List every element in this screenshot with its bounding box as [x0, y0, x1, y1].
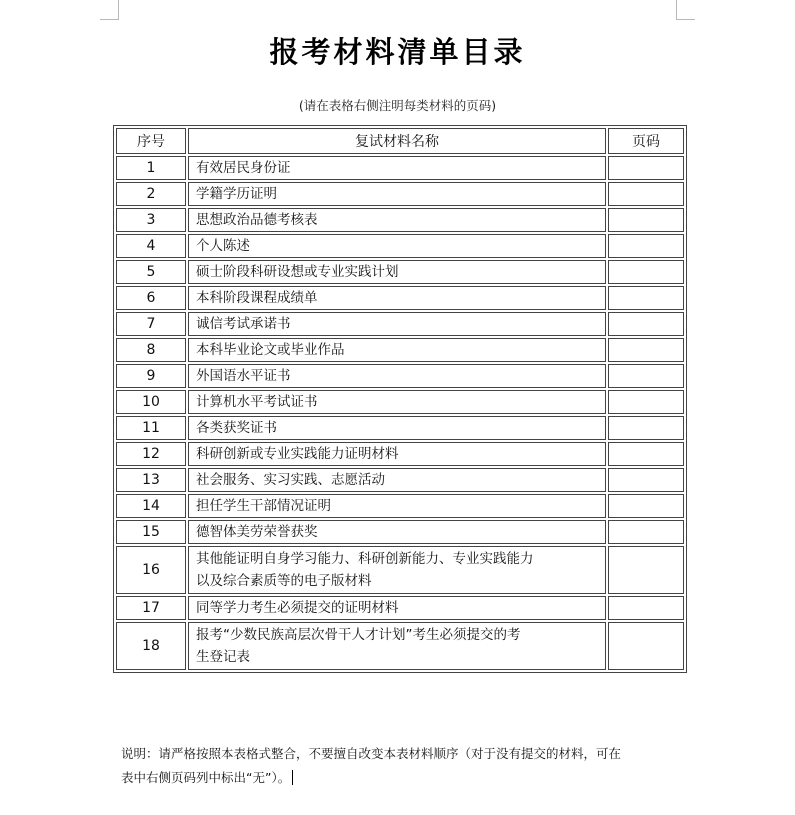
row-page-cell[interactable]: [608, 442, 684, 466]
row-page-cell[interactable]: [608, 234, 684, 258]
row-material-name[interactable]: 个人陈述: [188, 234, 606, 258]
row-material-name[interactable]: 学籍学历证明: [188, 182, 606, 206]
materials-table: [113, 125, 687, 673]
header-page[interactable]: 页码: [608, 128, 684, 154]
row-material-name-line: 生登记表: [196, 649, 250, 665]
header-name[interactable]: 复试材料名称: [188, 128, 606, 154]
table-row: [116, 234, 684, 258]
table-row: [116, 596, 684, 620]
page-title[interactable]: 报考材料清单目录: [269, 35, 526, 69]
crop-mark-top-right: [676, 0, 677, 20]
row-page-cell[interactable]: [608, 468, 684, 492]
table-row: [116, 208, 684, 232]
row-material-name[interactable]: 同等学力考生必须提交的证明材料: [188, 596, 606, 620]
row-number[interactable]: 1: [116, 156, 186, 180]
table-row: [116, 520, 684, 544]
row-page-cell[interactable]: [608, 494, 684, 518]
note-line: 说明：请严格按照本表格式整合，不要擅自改变本表材料顺序（对于没有提交的材料，可在: [121, 746, 622, 761]
row-number[interactable]: 4: [116, 234, 186, 258]
row-material-name[interactable]: 各类获奖证书: [188, 416, 606, 440]
table-row: [116, 156, 684, 180]
row-number[interactable]: 16: [116, 546, 186, 594]
row-material-name[interactable]: 科研创新或专业实践能力证明材料: [188, 442, 606, 466]
note-line-last: [121, 766, 681, 790]
row-number[interactable]: 11: [116, 416, 186, 440]
note-paragraph[interactable]: [121, 742, 681, 790]
row-material-name[interactable]: 本科毕业论文或毕业作品: [188, 338, 606, 362]
row-material-name-line: 报考“少数民族高层次骨干人才计划”考生必须提交的考: [196, 627, 521, 643]
materials-table-wrapper: [113, 125, 683, 673]
row-material-name[interactable]: 本科阶段课程成绩单: [188, 286, 606, 310]
row-material-name-line: 其他能证明自身学习能力、科研创新能力、专业实践能力: [196, 551, 534, 567]
row-page-cell[interactable]: [608, 156, 684, 180]
row-page-cell[interactable]: [608, 390, 684, 414]
crop-mark-top-left: [100, 19, 119, 20]
row-material-name[interactable]: 硕士阶段科研设想或专业实践计划: [188, 260, 606, 284]
row-page-cell[interactable]: [608, 338, 684, 362]
row-number[interactable]: 3: [116, 208, 186, 232]
row-number[interactable]: 5: [116, 260, 186, 284]
row-number[interactable]: 14: [116, 494, 186, 518]
row-number[interactable]: 2: [116, 182, 186, 206]
row-material-name[interactable]: 德智体美劳荣誉获奖: [188, 520, 606, 544]
row-page-cell[interactable]: [608, 546, 684, 594]
row-material-name[interactable]: 外国语水平证书: [188, 364, 606, 388]
header-number[interactable]: 序号: [116, 128, 186, 154]
row-material-name[interactable]: [188, 546, 606, 594]
row-page-cell[interactable]: [608, 622, 684, 670]
table-row: [116, 312, 684, 336]
row-material-name[interactable]: 思想政治品德考核表: [188, 208, 606, 232]
row-number[interactable]: 7: [116, 312, 186, 336]
note-line: 表中右侧页码列中标出“无”）。: [121, 770, 291, 785]
table-row: [116, 442, 684, 466]
crop-mark-top-right: [676, 19, 695, 20]
page-subtitle[interactable]: (请在表格右侧注明每类材料的页码): [298, 98, 497, 113]
row-page-cell[interactable]: [608, 596, 684, 620]
row-number[interactable]: 15: [116, 520, 186, 544]
row-page-cell[interactable]: [608, 208, 684, 232]
row-page-cell[interactable]: [608, 182, 684, 206]
row-page-cell[interactable]: [608, 364, 684, 388]
row-material-name[interactable]: [188, 622, 606, 670]
row-number[interactable]: 18: [116, 622, 186, 670]
row-material-name[interactable]: 计算机水平考试证书: [188, 390, 606, 414]
row-page-cell[interactable]: [608, 286, 684, 310]
crop-mark-top-left: [118, 0, 119, 20]
table-row: [116, 622, 684, 670]
row-material-name-line: 以及综合素质等的电子版材料: [196, 573, 372, 589]
table-row: [116, 468, 684, 492]
row-number[interactable]: 6: [116, 286, 186, 310]
table-row: [116, 182, 684, 206]
table-row: [116, 338, 684, 362]
row-number[interactable]: 12: [116, 442, 186, 466]
row-number[interactable]: 13: [116, 468, 186, 492]
row-number[interactable]: 17: [116, 596, 186, 620]
row-page-cell[interactable]: [608, 260, 684, 284]
table-row: [116, 364, 684, 388]
row-material-name[interactable]: 诚信考试承诺书: [188, 312, 606, 336]
table-row: [116, 494, 684, 518]
row-page-cell[interactable]: [608, 312, 684, 336]
row-material-name[interactable]: 担任学生干部情况证明: [188, 494, 606, 518]
row-material-name[interactable]: 有效居民身份证: [188, 156, 606, 180]
row-number[interactable]: 8: [116, 338, 186, 362]
row-page-cell[interactable]: [608, 520, 684, 544]
row-number[interactable]: 9: [116, 364, 186, 388]
table-row: [116, 416, 684, 440]
table-row: [116, 286, 684, 310]
table-row: [116, 260, 684, 284]
text-cursor: [292, 770, 293, 785]
row-number[interactable]: 10: [116, 390, 186, 414]
row-material-name[interactable]: 社会服务、实习实践、志愿活动: [188, 468, 606, 492]
table-row: [116, 390, 684, 414]
row-page-cell[interactable]: [608, 416, 684, 440]
table-row: [116, 546, 684, 594]
table-header-row: [116, 128, 684, 154]
